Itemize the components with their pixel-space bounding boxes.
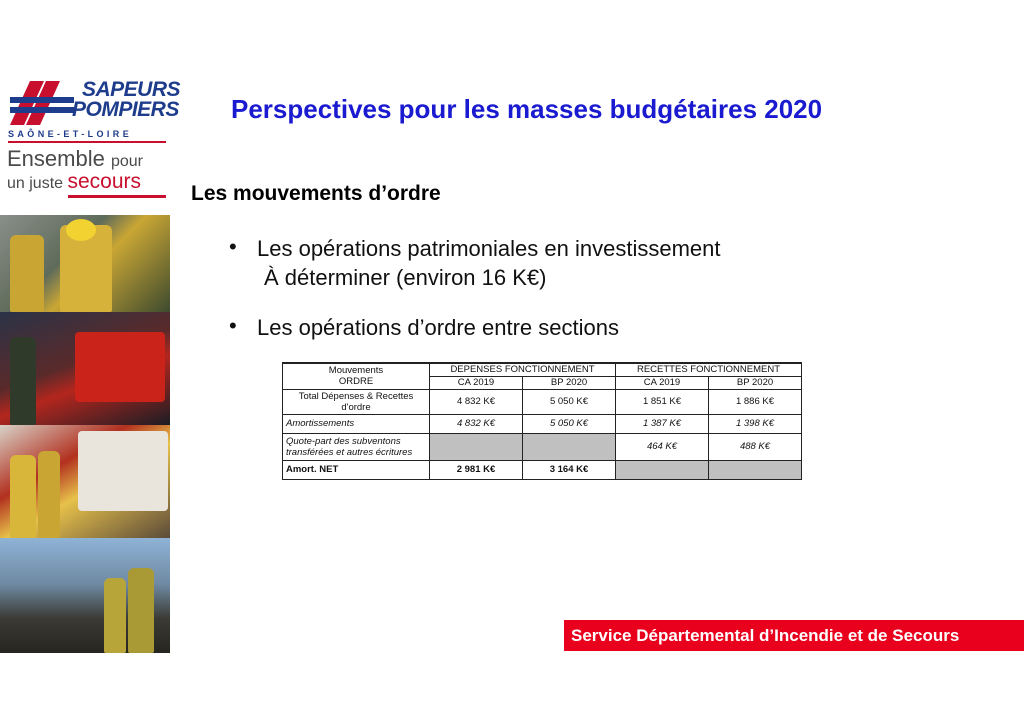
- table-cell: 488 K€: [709, 433, 802, 460]
- bullet-item-2: [229, 313, 619, 341]
- bullet-item-1: [229, 234, 721, 262]
- table-row: [283, 389, 802, 414]
- table-row: [283, 460, 802, 479]
- bullet-1-text: Les opérations patrimoniales en investissement: [257, 236, 721, 261]
- subheader-cell: CA 2019: [616, 376, 709, 389]
- corner-label-1: Mouvements: [328, 365, 384, 377]
- table-cell: 1 886 K€: [709, 389, 802, 414]
- logo-line1: SAPEURS: [82, 78, 181, 101]
- subheader-cell: BP 2020: [523, 376, 616, 389]
- table-cell: 2 981 K€: [430, 460, 523, 479]
- section-heading: Les mouvements d’ordre: [191, 182, 441, 205]
- group-header-recettes: RECETTES FONCTIONNEMENT: [616, 363, 802, 376]
- slogan-pour: pour: [110, 153, 143, 170]
- table-cell: 4 832 K€: [430, 414, 523, 433]
- budget-table: [282, 362, 802, 480]
- bullet-icon: •: [229, 313, 237, 338]
- table-row: [283, 433, 802, 460]
- group-header-depenses: DEPENSES FONCTIONNEMENT: [430, 363, 616, 376]
- table-cell: 5 050 K€: [523, 389, 616, 414]
- photo-ambulance: [0, 425, 170, 538]
- sdis-logo: [0, 75, 181, 215]
- slogan-ensemble: Ensemble: [7, 146, 105, 171]
- table-cell: 1 387 K€: [616, 414, 709, 433]
- table-cell-empty: [709, 460, 802, 479]
- table-row: [283, 414, 802, 433]
- row-label: Amortissements: [283, 414, 430, 433]
- bullet-icon: •: [229, 234, 237, 259]
- table-cell: 5 050 K€: [523, 414, 616, 433]
- subheader-cell: BP 2020: [709, 376, 802, 389]
- row-label: Quote-part des subventons transférées et autres écritures: [283, 433, 430, 460]
- corner-label-2: ORDRE: [338, 376, 374, 388]
- bullet-1-subtext: À déterminer (environ 16 K€): [264, 265, 547, 290]
- slogan-line2: [7, 171, 141, 195]
- sidebar: [0, 75, 181, 653]
- footer-banner: [564, 620, 1024, 651]
- table-cell: 1 398 K€: [709, 414, 802, 433]
- table-corner-cell: [283, 363, 430, 389]
- table-cell: 4 832 K€: [430, 389, 523, 414]
- footer-text: Service Départemental d’Incendie et de Secours: [571, 626, 960, 645]
- table-header-row: [283, 363, 802, 376]
- table-cell-empty: [523, 433, 616, 460]
- table-cell-empty: [430, 433, 523, 460]
- logo-line2: POMPIERS: [72, 98, 179, 121]
- photo-wildfire: [0, 538, 170, 653]
- page-title: Perspectives pour les masses budgétaires 2020: [231, 94, 823, 124]
- photo-firefighters-rescue: [0, 215, 170, 312]
- slogan-un-juste: un juste: [7, 175, 64, 192]
- table-cell-empty: [616, 460, 709, 479]
- slogan-secours: secours: [67, 170, 142, 193]
- logo-department: SAÔNE-ET-LOIRE: [8, 129, 133, 139]
- photo-fire-truck: [0, 312, 170, 425]
- subheader-cell: CA 2019: [430, 376, 523, 389]
- logo-stripes-icon: [10, 81, 74, 125]
- logo-divider: [8, 141, 166, 143]
- row-label: Total Dépenses & Recettes d'ordre: [283, 389, 430, 414]
- table-cell: 3 164 K€: [523, 460, 616, 479]
- row-label: Amort. NET: [283, 460, 430, 479]
- table-cell: 464 K€: [616, 433, 709, 460]
- bullet-2-text: Les opérations d’ordre entre sections: [257, 315, 619, 340]
- table-cell: 1 851 K€: [616, 389, 709, 414]
- slogan-underline: [68, 195, 166, 198]
